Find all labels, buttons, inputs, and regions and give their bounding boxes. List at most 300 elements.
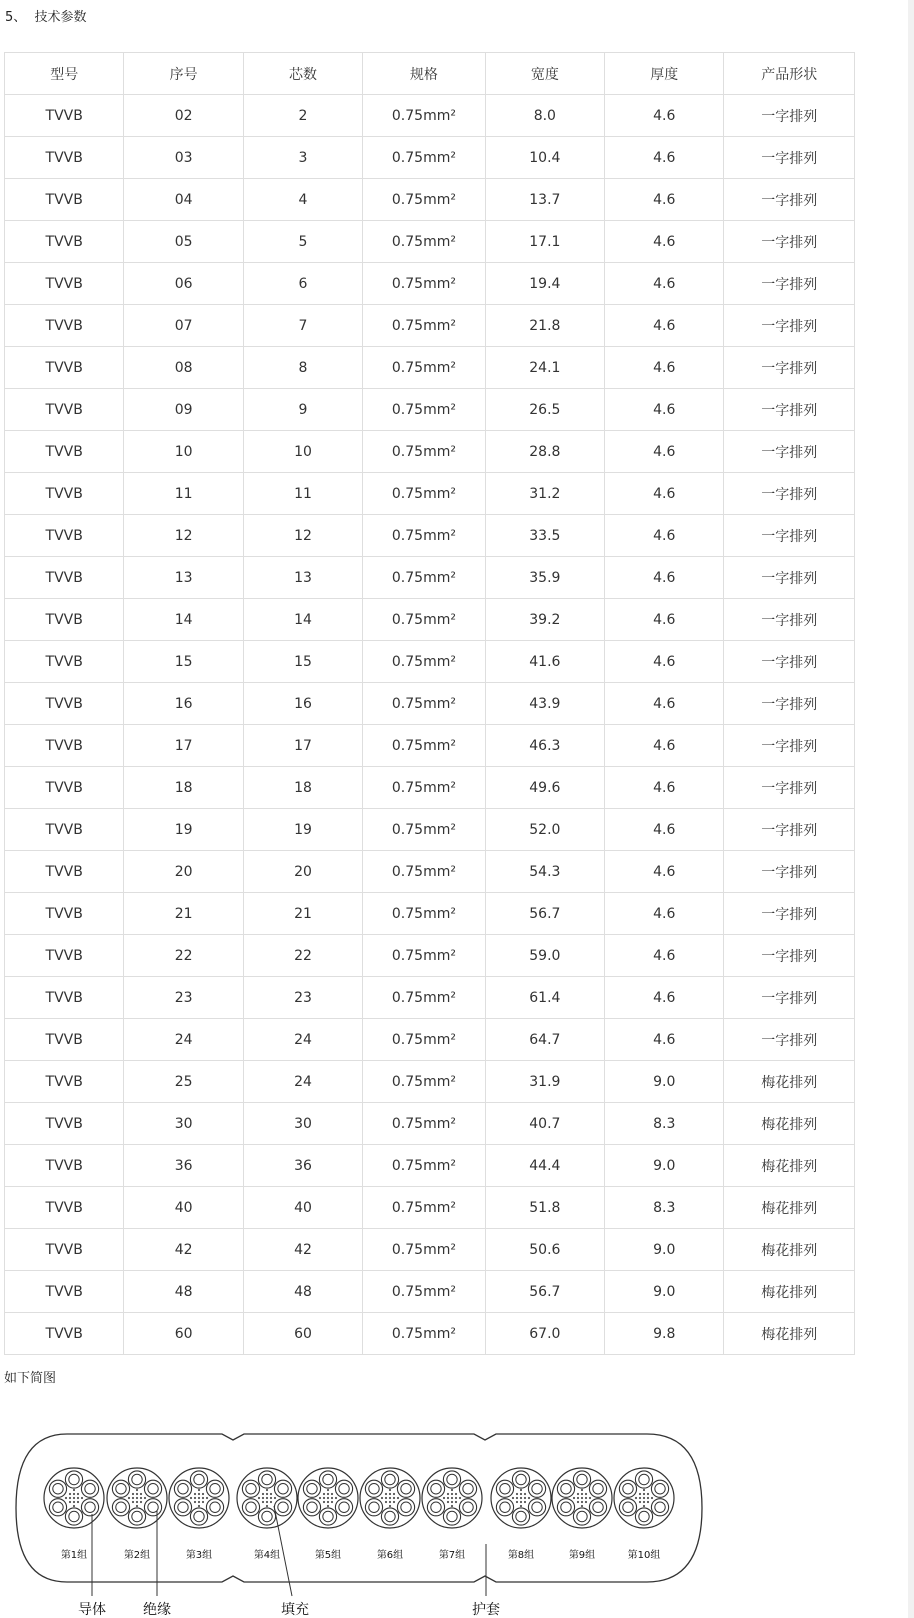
cell-thickness: 4.6 <box>605 935 724 977</box>
filler-dot <box>327 1493 329 1495</box>
filler-dot <box>459 1497 461 1499</box>
filler-dot <box>206 1497 208 1499</box>
filler-dot <box>202 1493 204 1495</box>
insulation-ring <box>319 1471 336 1488</box>
filler-dot <box>443 1497 445 1499</box>
cell-spec: 0.75mm² <box>363 725 485 767</box>
filler-dot <box>585 1497 587 1499</box>
filler-dot <box>524 1497 526 1499</box>
cell-spec: 0.75mm² <box>363 1019 485 1061</box>
filler-dot <box>270 1497 272 1499</box>
cell-model: TVVB <box>5 935 124 977</box>
cell-thickness: 4.6 <box>605 305 724 347</box>
cell-width: 8.0 <box>485 95 604 137</box>
group-label: 第2组 <box>123 1550 151 1561</box>
cell-spec: 0.75mm² <box>363 473 485 515</box>
cell-shape: 一字排列 <box>724 179 855 221</box>
cell-shape: 一字排列 <box>724 977 855 1019</box>
cell-serial: 04 <box>124 179 243 221</box>
cell-thickness: 9.0 <box>605 1229 724 1271</box>
insulation-ring <box>528 1499 545 1516</box>
cell-thickness: 8.3 <box>605 1103 724 1145</box>
cell-model: TVVB <box>5 1103 124 1145</box>
filler-dot <box>331 1497 333 1499</box>
insulation-ring <box>319 1508 336 1525</box>
cell-serial: 13 <box>124 557 243 599</box>
cell-thickness: 4.6 <box>605 431 724 473</box>
cell-thickness: 4.6 <box>605 641 724 683</box>
cell-model: TVVB <box>5 515 124 557</box>
insulation-ring <box>427 1499 444 1516</box>
cell-spec: 0.75mm² <box>363 1145 485 1187</box>
cell-cores: 17 <box>243 725 362 767</box>
filler-dot <box>144 1497 146 1499</box>
cell-serial: 21 <box>124 893 243 935</box>
table-row <box>5 725 855 767</box>
cell-model: TVVB <box>5 347 124 389</box>
cell-cores: 24 <box>243 1019 362 1061</box>
insulation-ring <box>65 1508 82 1525</box>
filler-dot <box>389 1489 391 1491</box>
cell-spec: 0.75mm² <box>363 935 485 977</box>
cell-shape: 一字排列 <box>724 263 855 305</box>
cell-thickness: 9.8 <box>605 1313 724 1355</box>
group-label: 第5组 <box>314 1550 342 1561</box>
filler-dot <box>635 1497 637 1499</box>
cell-shape: 一字排列 <box>724 809 855 851</box>
filler-dot <box>202 1497 204 1499</box>
filler-dot <box>202 1501 204 1503</box>
filler-dot <box>447 1493 449 1495</box>
cell-shape: 一字排列 <box>724 137 855 179</box>
cell-spec: 0.75mm² <box>363 977 485 1019</box>
insulation-ring <box>573 1508 590 1525</box>
filler-dot <box>520 1489 522 1491</box>
insulation-ring <box>65 1471 82 1488</box>
cell-cores: 16 <box>243 683 362 725</box>
insulation-ring <box>365 1480 382 1497</box>
cell-model: TVVB <box>5 557 124 599</box>
filler-dot <box>524 1493 526 1495</box>
filler-dot <box>140 1493 142 1495</box>
filler-dot <box>140 1497 142 1499</box>
cell-thickness: 4.6 <box>605 1019 724 1061</box>
cell-shape: 一字排列 <box>724 1019 855 1061</box>
insulation-ring <box>190 1508 207 1525</box>
filler-dot <box>266 1493 268 1495</box>
table-row <box>5 641 855 683</box>
cell-width: 19.4 <box>485 263 604 305</box>
filler-dot <box>573 1497 575 1499</box>
group-label: 第6组 <box>376 1550 404 1561</box>
cell-spec: 0.75mm² <box>363 137 485 179</box>
cell-cores: 12 <box>243 515 362 557</box>
cell-serial: 18 <box>124 767 243 809</box>
cell-shape: 梅花排列 <box>724 1313 855 1355</box>
filler-dot <box>136 1497 138 1499</box>
table-body <box>5 95 855 1355</box>
cell-shape: 一字排列 <box>724 893 855 935</box>
filler-dot <box>577 1493 579 1495</box>
filler-dot <box>451 1489 453 1491</box>
cell-thickness: 4.6 <box>605 221 724 263</box>
cell-cores: 10 <box>243 431 362 473</box>
cell-spec: 0.75mm² <box>363 263 485 305</box>
insulation-ring <box>174 1480 191 1497</box>
header-shape: 产品形状 <box>724 53 855 95</box>
cell-serial: 03 <box>124 137 243 179</box>
table-row <box>5 179 855 221</box>
cell-serial: 17 <box>124 725 243 767</box>
cell-thickness: 4.6 <box>605 389 724 431</box>
spec-table <box>4 52 855 1355</box>
cell-serial: 40 <box>124 1187 243 1229</box>
cell-width: 39.2 <box>485 599 604 641</box>
cell-spec: 0.75mm² <box>363 893 485 935</box>
cell-cores: 11 <box>243 473 362 515</box>
cell-shape: 一字排列 <box>724 599 855 641</box>
cell-model: TVVB <box>5 431 124 473</box>
table-row <box>5 1271 855 1313</box>
table-row <box>5 137 855 179</box>
filler-dot <box>455 1501 457 1503</box>
filler-dot <box>69 1493 71 1495</box>
filler-dot <box>528 1497 530 1499</box>
filler-dot <box>643 1489 645 1491</box>
cell-thickness: 4.6 <box>605 599 724 641</box>
table-row <box>5 1103 855 1145</box>
cell-spec: 0.75mm² <box>363 1061 485 1103</box>
group-label: 第10组 <box>627 1550 661 1561</box>
insulation-ring <box>459 1480 476 1497</box>
cell-model: TVVB <box>5 221 124 263</box>
insulation-ring <box>635 1471 652 1488</box>
filler-dot <box>577 1501 579 1503</box>
cell-spec: 0.75mm² <box>363 515 485 557</box>
cell-serial: 19 <box>124 809 243 851</box>
filler-dot <box>451 1501 453 1503</box>
filler-dot <box>451 1493 453 1495</box>
cell-spec: 0.75mm² <box>363 851 485 893</box>
filler-dot <box>65 1497 67 1499</box>
filler-dot <box>132 1493 134 1495</box>
table-row <box>5 1019 855 1061</box>
filler-dot <box>327 1489 329 1491</box>
filler-dot <box>73 1505 75 1507</box>
insulation-ring <box>619 1499 636 1516</box>
cell-spec: 0.75mm² <box>363 305 485 347</box>
cell-spec: 0.75mm² <box>363 95 485 137</box>
cell-cores: 42 <box>243 1229 362 1271</box>
table-row <box>5 515 855 557</box>
cell-width: 10.4 <box>485 137 604 179</box>
insulation-ring <box>397 1499 414 1516</box>
filler-dot <box>266 1505 268 1507</box>
table-row <box>5 935 855 977</box>
cell-serial: 48 <box>124 1271 243 1313</box>
cell-serial: 09 <box>124 389 243 431</box>
filler-dot <box>81 1497 83 1499</box>
filler-dot <box>266 1497 268 1499</box>
cell-thickness: 9.0 <box>605 1061 724 1103</box>
filler-dot <box>512 1497 514 1499</box>
filler-dot <box>585 1493 587 1495</box>
cell-model: TVVB <box>5 683 124 725</box>
cell-shape: 梅花排列 <box>724 1145 855 1187</box>
header-serial: 序号 <box>124 53 243 95</box>
cell-width: 17.1 <box>485 221 604 263</box>
cell-serial: 30 <box>124 1103 243 1145</box>
cell-serial: 25 <box>124 1061 243 1103</box>
cell-model: TVVB <box>5 599 124 641</box>
diagram-caption: 如下简图 <box>4 1371 57 1386</box>
table-row <box>5 893 855 935</box>
cell-width: 46.3 <box>485 725 604 767</box>
filler-dot <box>589 1497 591 1499</box>
cell-spec: 0.75mm² <box>363 221 485 263</box>
insulation-ring <box>635 1508 652 1525</box>
filler-dot <box>639 1501 641 1503</box>
group-label: 第3组 <box>185 1550 213 1561</box>
header-model: 型号 <box>5 53 124 95</box>
filler-dot <box>73 1489 75 1491</box>
cell-width: 56.7 <box>485 1271 604 1313</box>
insulation-ring <box>242 1480 259 1497</box>
insulation-ring <box>81 1480 98 1497</box>
table-header-row <box>5 53 855 95</box>
cell-width: 59.0 <box>485 935 604 977</box>
filler-dot <box>194 1493 196 1495</box>
insulation-ring <box>589 1499 606 1516</box>
page-scrollbar[interactable] <box>908 0 914 1618</box>
filler-dot <box>389 1501 391 1503</box>
insulation-ring <box>303 1499 320 1516</box>
cell-width: 31.2 <box>485 473 604 515</box>
cell-model: TVVB <box>5 95 124 137</box>
cell-model: TVVB <box>5 179 124 221</box>
cell-thickness: 9.0 <box>605 1145 724 1187</box>
cell-thickness: 4.6 <box>605 263 724 305</box>
insulation-ring <box>112 1480 129 1497</box>
section-title: 5、 技术参数 <box>5 10 87 25</box>
header-cores: 芯数 <box>243 53 362 95</box>
cell-thickness: 4.6 <box>605 515 724 557</box>
insulation-ring <box>274 1499 291 1516</box>
filler-dot <box>132 1497 134 1499</box>
cell-width: 35.9 <box>485 557 604 599</box>
cell-width: 41.6 <box>485 641 604 683</box>
cell-serial: 23 <box>124 977 243 1019</box>
cell-width: 49.6 <box>485 767 604 809</box>
insulation-ring <box>144 1480 161 1497</box>
filler-dot <box>262 1497 264 1499</box>
insulation-ring <box>242 1499 259 1516</box>
cell-cores: 8 <box>243 347 362 389</box>
cell-shape: 一字排列 <box>724 389 855 431</box>
cell-serial: 20 <box>124 851 243 893</box>
filler-dot <box>266 1489 268 1491</box>
cell-shape: 一字排列 <box>724 221 855 263</box>
cell-thickness: 4.6 <box>605 977 724 1019</box>
filler-dot <box>198 1489 200 1491</box>
cell-cores: 9 <box>243 389 362 431</box>
insulation-ring <box>190 1471 207 1488</box>
filler-dot <box>73 1497 75 1499</box>
cell-serial: 11 <box>124 473 243 515</box>
filler-dot <box>194 1501 196 1503</box>
filler-dot <box>77 1501 79 1503</box>
cell-spec: 0.75mm² <box>363 1271 485 1313</box>
table-row <box>5 851 855 893</box>
filler-dot <box>643 1501 645 1503</box>
cell-cores: 19 <box>243 809 362 851</box>
cable-cross-section-diagram <box>12 1426 732 1616</box>
filler-dot <box>639 1497 641 1499</box>
table-row <box>5 1061 855 1103</box>
cell-thickness: 4.6 <box>605 347 724 389</box>
group-label: 第4组 <box>253 1550 281 1561</box>
cell-shape: 一字排列 <box>724 305 855 347</box>
insulation-ring <box>557 1499 574 1516</box>
table-row <box>5 263 855 305</box>
cell-model: TVVB <box>5 977 124 1019</box>
table-row <box>5 1229 855 1271</box>
filler-dot <box>447 1501 449 1503</box>
cell-serial: 12 <box>124 515 243 557</box>
insulation-ring <box>365 1499 382 1516</box>
header-spec: 规格 <box>363 53 485 95</box>
cell-shape: 一字排列 <box>724 95 855 137</box>
table-row <box>5 431 855 473</box>
insulation-ring <box>512 1508 529 1525</box>
filler-dot <box>385 1497 387 1499</box>
filler-dot <box>140 1501 142 1503</box>
cell-serial: 07 <box>124 305 243 347</box>
insulation-ring <box>174 1499 191 1516</box>
cell-spec: 0.75mm² <box>363 431 485 473</box>
cell-serial: 60 <box>124 1313 243 1355</box>
cell-shape: 一字排列 <box>724 725 855 767</box>
filler-dot <box>262 1501 264 1503</box>
insulation-ring <box>381 1471 398 1488</box>
filler-dot <box>455 1493 457 1495</box>
filler-dot <box>389 1497 391 1499</box>
cell-shape: 梅花排列 <box>724 1271 855 1313</box>
filler-dot <box>520 1493 522 1495</box>
cell-serial: 15 <box>124 641 243 683</box>
filler-dot <box>331 1501 333 1503</box>
filler-dot <box>77 1497 79 1499</box>
cell-shape: 梅花排列 <box>724 1103 855 1145</box>
cell-model: TVVB <box>5 1271 124 1313</box>
table-row <box>5 305 855 347</box>
filler-dot <box>397 1497 399 1499</box>
insulation-ring <box>381 1508 398 1525</box>
insulation-ring <box>619 1480 636 1497</box>
cell-model: TVVB <box>5 809 124 851</box>
table-row <box>5 977 855 1019</box>
cell-thickness: 4.6 <box>605 557 724 599</box>
cell-serial: 36 <box>124 1145 243 1187</box>
cell-thickness: 4.6 <box>605 893 724 935</box>
cell-model: TVVB <box>5 389 124 431</box>
cell-model: TVVB <box>5 893 124 935</box>
insulation-ring <box>128 1508 145 1525</box>
cell-cores: 40 <box>243 1187 362 1229</box>
filler-dot <box>524 1501 526 1503</box>
cell-thickness: 4.6 <box>605 473 724 515</box>
filler-dot <box>190 1497 192 1499</box>
cell-width: 13.7 <box>485 179 604 221</box>
filler-dot <box>516 1501 518 1503</box>
insulation-ring <box>589 1480 606 1497</box>
callout-label: 护套 <box>472 1602 500 1616</box>
table-row <box>5 473 855 515</box>
cell-thickness: 8.3 <box>605 1187 724 1229</box>
filler-dot <box>516 1493 518 1495</box>
filler-dot <box>581 1489 583 1491</box>
insulation-ring <box>557 1480 574 1497</box>
cell-cores: 22 <box>243 935 362 977</box>
cell-shape: 一字排列 <box>724 431 855 473</box>
cell-width: 40.7 <box>485 1103 604 1145</box>
cell-cores: 21 <box>243 893 362 935</box>
filler-dot <box>69 1501 71 1503</box>
cell-thickness: 4.6 <box>605 95 724 137</box>
cell-thickness: 4.6 <box>605 137 724 179</box>
group-label: 第9组 <box>568 1550 596 1561</box>
filler-dot <box>331 1493 333 1495</box>
group-label: 第8组 <box>507 1550 535 1561</box>
cell-serial: 14 <box>124 599 243 641</box>
cell-shape: 一字排列 <box>724 767 855 809</box>
filler-dot <box>520 1497 522 1499</box>
insulation-ring <box>512 1471 529 1488</box>
insulation-ring <box>274 1480 291 1497</box>
filler-dot <box>319 1497 321 1499</box>
cell-width: 31.9 <box>485 1061 604 1103</box>
cell-spec: 0.75mm² <box>363 1187 485 1229</box>
filler-dot <box>581 1505 583 1507</box>
cell-width: 24.1 <box>485 347 604 389</box>
cell-shape: 一字排列 <box>724 935 855 977</box>
cell-cores: 15 <box>243 641 362 683</box>
cell-shape: 一字排列 <box>724 515 855 557</box>
cell-width: 67.0 <box>485 1313 604 1355</box>
cell-cores: 7 <box>243 305 362 347</box>
cell-serial: 06 <box>124 263 243 305</box>
cell-spec: 0.75mm² <box>363 1103 485 1145</box>
cell-spec: 0.75mm² <box>363 1313 485 1355</box>
filler-dot <box>455 1497 457 1499</box>
insulation-ring <box>496 1480 513 1497</box>
cell-model: TVVB <box>5 767 124 809</box>
cell-width: 64.7 <box>485 1019 604 1061</box>
cell-cores: 23 <box>243 977 362 1019</box>
filler-dot <box>258 1497 260 1499</box>
cell-cores: 2 <box>243 95 362 137</box>
cell-cores: 4 <box>243 179 362 221</box>
cell-model: TVVB <box>5 1313 124 1355</box>
cell-model: TVVB <box>5 725 124 767</box>
cell-thickness: 4.6 <box>605 767 724 809</box>
insulation-ring <box>528 1480 545 1497</box>
cell-serial: 10 <box>124 431 243 473</box>
cell-model: TVVB <box>5 263 124 305</box>
filler-dot <box>73 1501 75 1503</box>
filler-dot <box>581 1501 583 1503</box>
filler-dot <box>323 1497 325 1499</box>
